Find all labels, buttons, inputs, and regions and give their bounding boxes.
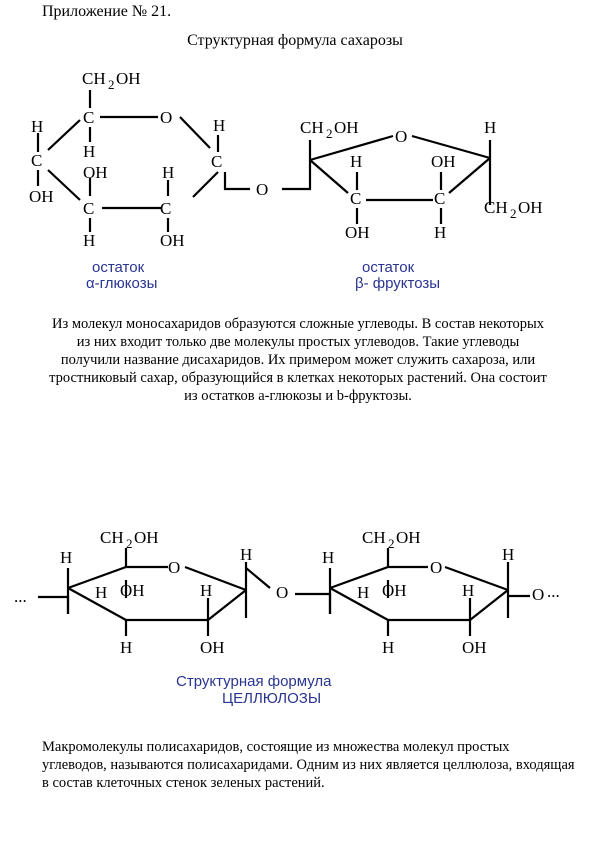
svg-text:OH: OH [200, 638, 225, 657]
glucose-labels [29, 69, 268, 250]
svg-text:OH: OH [431, 152, 456, 171]
svg-text:CH: CH [100, 528, 124, 547]
paragraph-polysaccharides: Макромолекулы полисахаридов, состоящие из множества молекул простых углеводов, называются полисахаридами. Одним из них является целлюлоза, входящая в состав клеточных стенок зеленых растений. [42, 739, 575, 791]
cellulose-labels [14, 528, 560, 657]
glucose-caption-line2: α-глюкозы [86, 275, 158, 292]
svg-text:CH: CH [82, 69, 106, 88]
cellulose-caption-line1: Структурная формула [176, 673, 332, 690]
svg-text:OH: OH [382, 581, 407, 600]
svg-text:H: H [213, 116, 226, 135]
glucose-caption-line1: остаток [92, 259, 145, 276]
svg-text:O: O [395, 127, 408, 146]
fructose-caption-line1: остаток [362, 259, 415, 276]
svg-text:H: H [95, 583, 108, 602]
svg-text:OH: OH [83, 163, 108, 182]
svg-text:OH: OH [518, 198, 543, 217]
svg-text:O: O [276, 583, 289, 602]
svg-text:H: H [83, 142, 96, 161]
svg-text:2: 2 [510, 206, 517, 221]
svg-text:C: C [350, 189, 362, 208]
svg-text:CH: CH [300, 118, 324, 137]
paragraph-disaccharides: Из молекул моносахаридов образуются сложные углеводы. В состав некоторых из них входит только две молекулы простых углеводов. Такие углеводы получили название дисахаридов. Их примером может служить сахароза, или тростниковый сахар, образующийся в клетках некоторых растений. Она состоит из остатков a-глюкозы и b-фруктозы. [49, 316, 547, 404]
svg-text:H: H [60, 548, 73, 567]
fructose-labels [300, 118, 543, 242]
svg-text:2: 2 [326, 126, 333, 141]
svg-text:2: 2 [126, 536, 133, 551]
svg-text:H: H [162, 163, 175, 182]
svg-text:H: H [200, 581, 213, 600]
svg-text:OH: OH [396, 528, 421, 547]
svg-text:H: H [434, 223, 447, 242]
svg-text:O: O [168, 558, 181, 577]
svg-text:H: H [382, 638, 395, 657]
svg-text:H: H [322, 548, 335, 567]
svg-text:...: ... [547, 582, 560, 601]
cellulose-captions [176, 673, 332, 707]
svg-text:C: C [434, 189, 446, 208]
svg-text:H: H [83, 231, 96, 250]
svg-text:O: O [430, 558, 443, 577]
svg-text:O: O [160, 108, 173, 127]
svg-text:...: ... [14, 587, 27, 606]
svg-text:C: C [83, 108, 95, 127]
svg-text:2: 2 [108, 77, 115, 92]
sucrose-captions [86, 259, 440, 292]
svg-text:C: C [211, 152, 223, 171]
svg-text:H: H [350, 152, 363, 171]
svg-text:H: H [240, 545, 253, 564]
svg-text:OH: OH [345, 223, 370, 242]
svg-text:H: H [31, 117, 44, 136]
page-title: Структурная формула сахарозы [187, 32, 403, 49]
svg-text:OH: OH [334, 118, 359, 137]
svg-text:H: H [462, 581, 475, 600]
svg-text:CH: CH [362, 528, 386, 547]
svg-text:CH: CH [484, 198, 508, 217]
svg-text:H: H [502, 545, 515, 564]
svg-text:C: C [160, 199, 172, 218]
svg-text:C: C [31, 151, 43, 170]
svg-text:C: C [83, 199, 95, 218]
svg-text:OH: OH [134, 528, 159, 547]
cellulose-caption-line2: ЦЕЛЛЮЛОЗЫ [222, 690, 322, 707]
appendix-label: Приложение № 21. [42, 3, 172, 20]
svg-text:OH: OH [116, 69, 141, 88]
svg-text:H: H [484, 118, 497, 137]
fructose-ring [282, 136, 490, 224]
svg-text:OH: OH [462, 638, 487, 657]
fructose-caption-line2: β- фруктозы [355, 275, 441, 292]
svg-text:H: H [357, 583, 370, 602]
svg-text:OH: OH [120, 581, 145, 600]
svg-text:2: 2 [388, 536, 395, 551]
svg-text:OH: OH [160, 231, 185, 250]
svg-text:O: O [256, 180, 269, 199]
svg-text:H: H [120, 638, 133, 657]
svg-text:OH: OH [29, 187, 54, 206]
svg-text:O: O [532, 585, 545, 604]
